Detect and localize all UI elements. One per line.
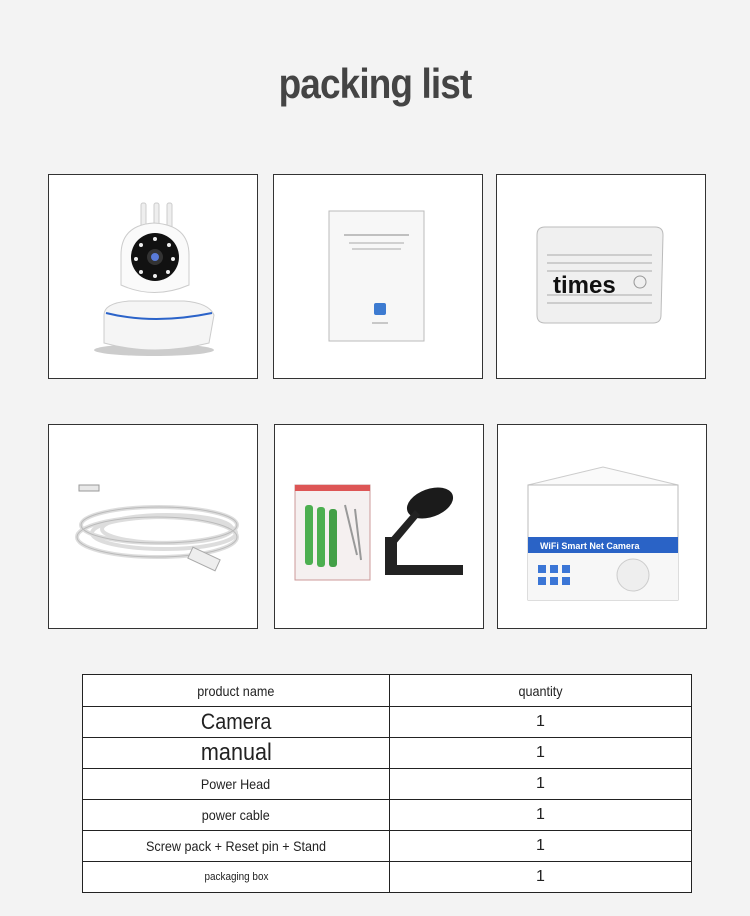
manual-image <box>273 174 483 379</box>
product-name-cell: Screw pack + Reset pin + Stand <box>83 831 390 862</box>
charger-overlay-text: times <box>553 272 616 299</box>
table-row <box>83 707 692 738</box>
packing-table <box>82 674 692 893</box>
column-header-quantity: quantity <box>390 675 692 707</box>
quantity-cell: 1 <box>390 862 692 893</box>
box-label-text: WiFi Smart Net Camera <box>540 541 640 551</box>
table-header-row <box>83 675 692 707</box>
screw-pack-stand-image <box>274 424 484 629</box>
quantity-cell: 1 <box>390 831 692 862</box>
table-row <box>83 831 692 862</box>
quantity-cell: 1 <box>390 800 692 831</box>
product-name-cell: manual <box>83 738 390 769</box>
quantity-cell: 1 <box>390 769 692 800</box>
page-title: packing list <box>278 60 472 107</box>
quantity-cell: 1 <box>390 707 692 738</box>
camera-image <box>48 174 258 379</box>
table-row <box>83 862 692 893</box>
product-name-cell: Power Head <box>83 769 390 800</box>
table-row <box>83 738 692 769</box>
product-name-cell: Camera <box>83 707 390 738</box>
power-cable-image <box>48 424 258 629</box>
power-head-image <box>496 174 706 379</box>
table-row <box>83 769 692 800</box>
table-row <box>83 800 692 831</box>
product-name-cell: power cable <box>83 800 390 831</box>
column-header-product-name: product name <box>83 675 390 707</box>
product-name-cell: packaging box <box>83 862 390 893</box>
quantity-cell: 1 <box>390 738 692 769</box>
packaging-box-image <box>497 424 707 629</box>
